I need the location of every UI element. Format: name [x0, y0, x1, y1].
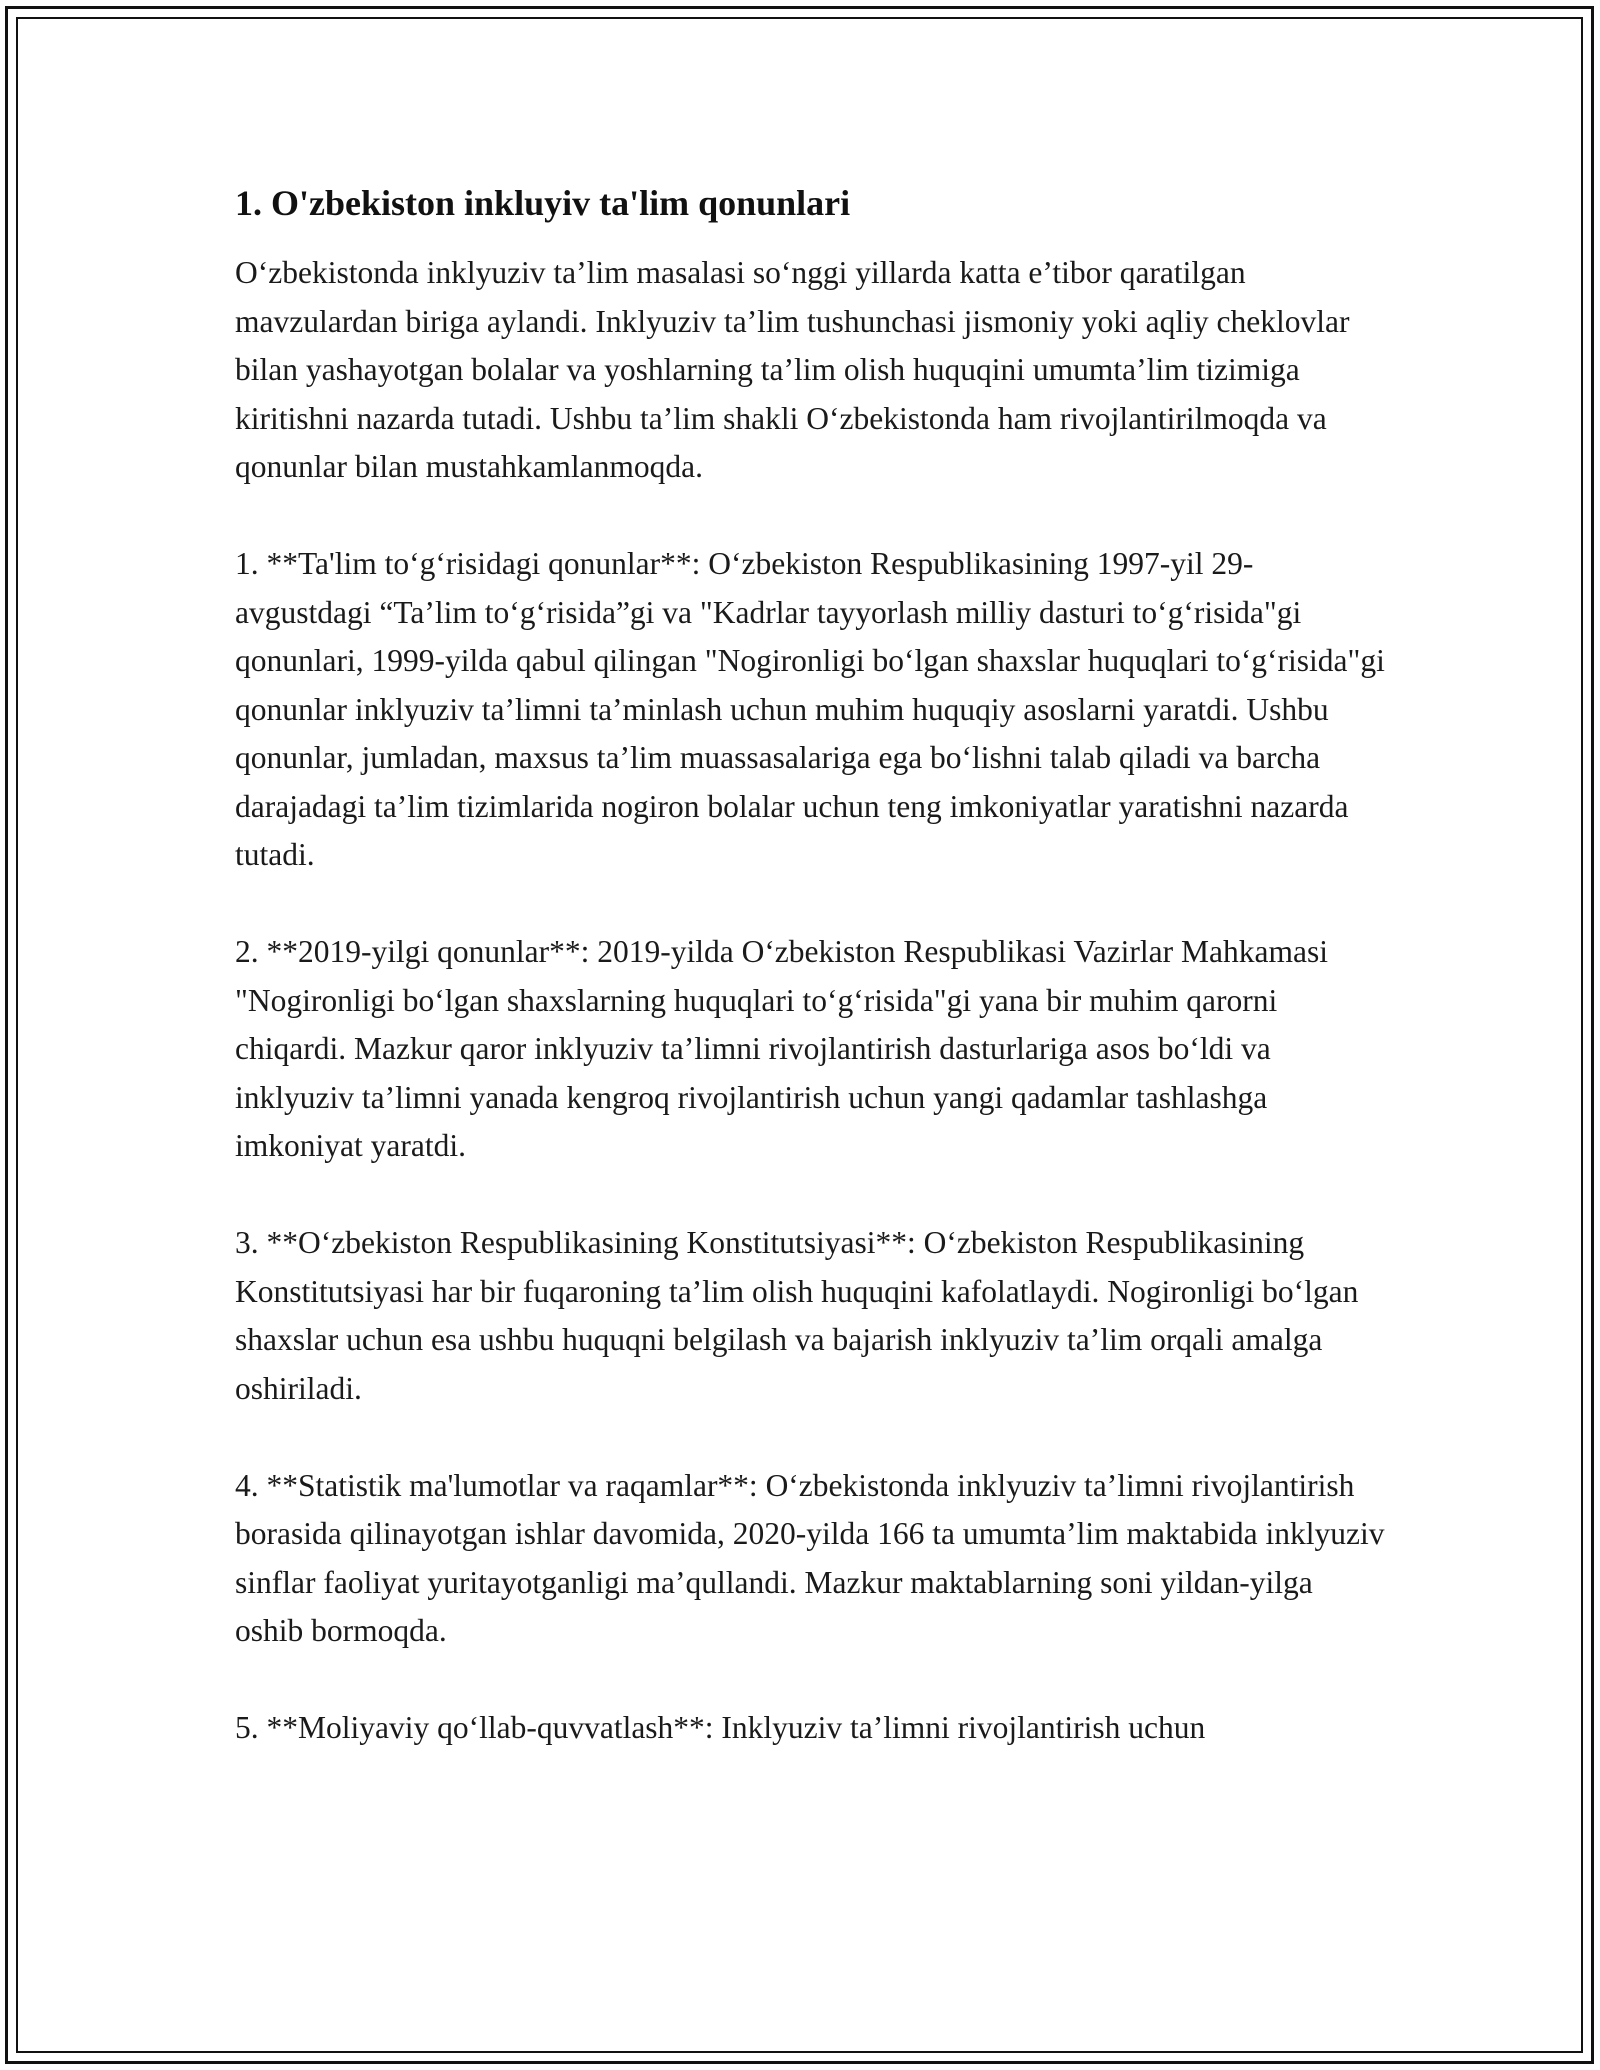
paragraph-constitution: 3. **O‘zbekiston Respublikasining Konstitutsiyasi**: O‘zbekiston Respublikasining Konstitutsiyasi har bir fuqaroning ta’lim olish huquqini kafolatlaydi. Nogironligi bo‘lgan shaxslar uchun esa ushbu huquqni belgilash va bajarish inklyuziv ta’lim orqali amalga oshiriladi.: [235, 1225, 1359, 1406]
paragraph-education-laws: 1. **Ta'lim to‘g‘risidagi qonunlar**: O‘zbekiston Respublikasining 1997-yil 29-avgustdagi “Ta’lim to‘g‘risida”gi va "Kadrlar tayyorlash milliy dasturi to‘g‘risida"gi qonunlari, 1999-yilda qabul qilingan "Nogironligi bo‘lgan shaxslar huquqlari to‘g‘risida"gi qonunlar inklyuziv ta’limni ta’minlash uchun muhim huquqiy asoslarni yaratdi. Ushbu qonunlar, jumladan, maxsus ta’lim muassasalariga ega bo‘lishni talab qiladi va barcha darajadagi ta’lim tizimlarida nogiron bolalar uchun teng imkoniyatlar yaratishni nazarda tutadi.: [235, 546, 1385, 873]
document-title: 1. O'zbekiston inkluyiv ta'lim qonunlari: [235, 183, 851, 223]
paragraph-statistics: 4. **Statistik ma'lumotlar va raqamlar**: O‘zbekistonda inklyuziv ta’limni rivojlantirish borasida qilinayotgan ishlar davomida, 2020-yilda 166 ta umumta’lim maktabida inklyuziv sinflar faoliyat yuritayotganligi ma’qullandi. Mazkur maktablarning soni yildan-yilga oshib bormoqda.: [235, 1467, 1385, 1649]
paragraph-2019-laws: 2. **2019-yilgi qonunlar**: 2019-yilda O‘zbekiston Respublikasi Vazirlar Mahkamasi "Nogironligi bo‘lgan shaxslarning huquqlari to‘g‘risida"gi yana bir muhim qarorni chiqardi. Mazkur qaror inklyuziv ta’limni rivojlantirish dasturlariga asos bo‘ldi va inklyuziv ta’limni yanada kengroq rivojlantirish uchun yangi qadamlar tashlashga imkoniyat yaratdi.: [235, 934, 1328, 1164]
document-body: [235, 182, 1385, 1753]
intro-paragraph: O‘zbekistonda inklyuziv ta’lim masalasi so‘nggi yillarda katta e’tibor qaratilgan mavzulardan biriga aylandi. Inklyuziv ta’lim tushunchasi jismoniy yoki aqliy cheklovlar bilan yashayotgan bolalar va yoshlarning ta’lim olish huquqini umumta’lim tizimiga kiritishni nazarda tutadi. Ushbu ta’lim shakli O‘zbekistonda ham rivojlantirilmoqda va qonunlar bilan mustahkamlanmoqda.: [235, 255, 1350, 485]
paragraph-financial-support: 5. **Moliyaviy qo‘llab-quvvatlash**: Inklyuziv ta’limni rivojlantirish uchun: [235, 1710, 1206, 1746]
